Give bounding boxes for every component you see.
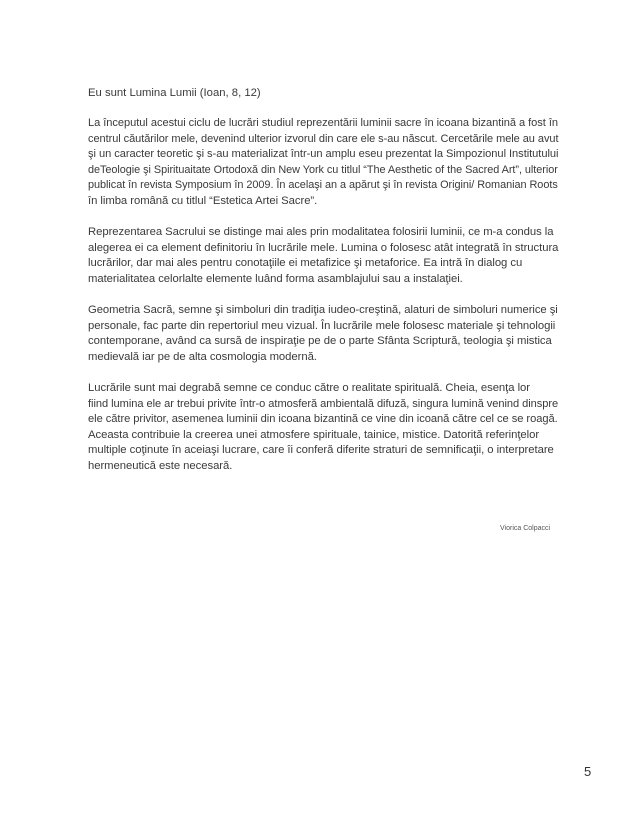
- paragraph-4: [88, 381, 558, 474]
- page-number: 5: [584, 764, 592, 779]
- text-line: deTeologie şi Spirituaitate Ortodoxă din New York cu titlul “The Aesthetic of the Sacred Art”, ulterior: [88, 163, 558, 176]
- text-line: Aceasta contribuie la creerea unei atmosfere spirituale, tainice, mistice. Datorită referinţelor: [88, 428, 540, 441]
- text-line: fiind lumina ele ar trebui privite într-o atmosferă ambientală difuză, singura lumină venind dinspre: [88, 397, 559, 410]
- text-line: în limba română cu titlul “Estetica Artei Sacre”.: [88, 194, 318, 207]
- text-line: ele către privitor, asemenea luminii din icoana bizantină ce vine din icoană către cel ce se roagă.: [88, 413, 558, 425]
- author-signature: Viorica Colpacci: [500, 525, 551, 532]
- paragraph-1: [88, 116, 558, 209]
- text-line: Lucrările sunt mai degrabă semne ce conduc către o realitate spirituală. Cheia, esenţa lor: [88, 382, 530, 394]
- text-line: Geometria Sacră, semne şi simboluri din tradiţia iudeo-creştină, alaturi de simboluri numerice şi: [88, 304, 558, 316]
- text-line: centrul căutărilor mele, devenind ulterior izvorul din care ele s-au născut. Cercetările mele au avut: [88, 132, 559, 145]
- text-line: personale, fac parte din repertoriul meu vizual. În lucrările mele folosesc materiale şi tehnologii: [88, 319, 556, 332]
- text-line: publicat în revista Symposium în 2009. În acelaşi an a apărut şi în revista Origini/ Romanian Roots: [88, 179, 558, 191]
- text-line: lucrărilor, dar mai ales pentru conotaţiile ei metafizice şi metaforice. Ea intră în dialog cu: [88, 257, 523, 269]
- text-line: şi un caracter teoretic şi s-au materializat într-un amplu eseu prezentat la Simpozionul Institutului: [88, 148, 559, 160]
- text-line: contemporane, având ca sursă de inspiraţie pe de o parte Sfânta Scriptură, teologia şi mistica: [88, 335, 552, 347]
- text-line: alegerea ei ca element definitoriu în lucrările mele. Lumina o folosesc atât integrată în structura: [88, 241, 559, 254]
- paragraph-2: [88, 225, 558, 287]
- text-line: Reprezentarea Sacrului se distinge mai ales prin modalitatea folosirii luminii, ce m-a condus la: [88, 226, 554, 238]
- text-line: hermeneutică este necesară.: [88, 459, 233, 472]
- text-line: La începutul acestui ciclu de lucrări studiul reprezentării luminii sacre în icoana bizantină a fost în: [88, 117, 558, 129]
- text-line: medievală iar pe de alta cosmologia modernă.: [88, 350, 317, 363]
- text-line: materialitatea celorlalte elemente luând forma asamblajului sau a instalaţiei.: [88, 272, 463, 285]
- text-line: multiple coţinute în aceiaşi lucrare, care îi conferă diferite straturi de semnificaţii, o interpretare: [88, 444, 554, 456]
- epigraph: Eu sunt Lumina Lumii (Ioan, 8, 12): [88, 87, 261, 99]
- document-body: [88, 85, 558, 490]
- paragraph-3: [88, 303, 558, 365]
